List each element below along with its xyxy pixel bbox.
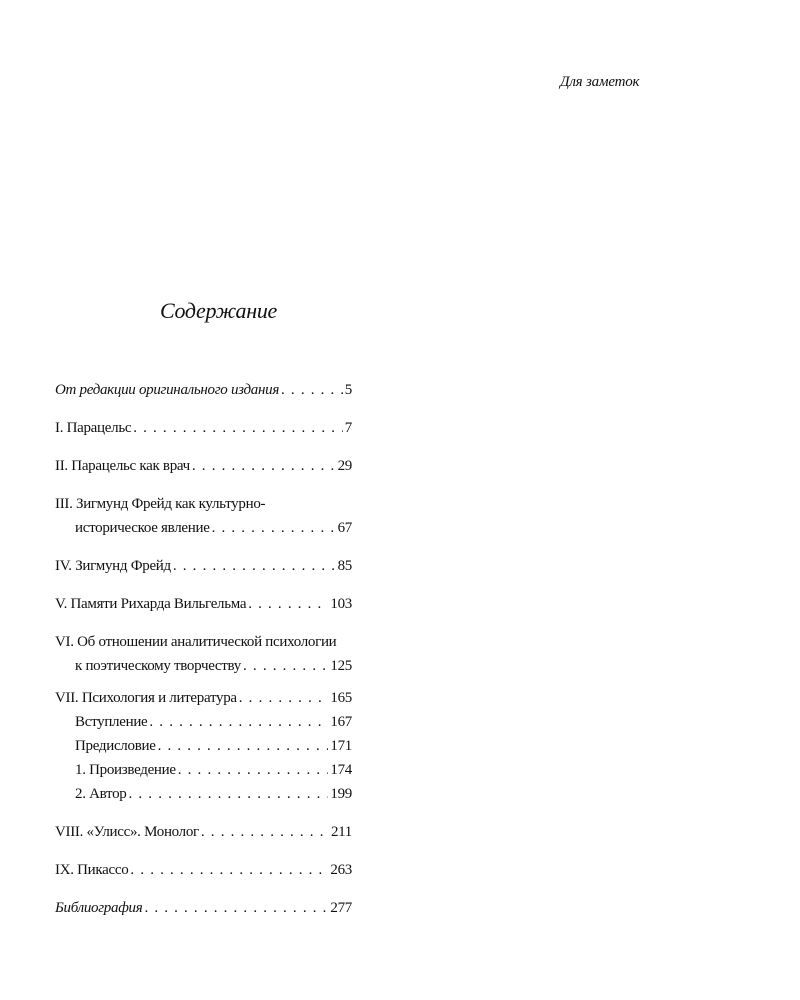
toc-entry-analytical-psychology (55, 630, 352, 678)
toc-entry-ulysses (55, 820, 352, 844)
dot-leader (201, 820, 329, 844)
dot-leader (149, 710, 328, 734)
toc-entry-page: 7 (344, 420, 352, 436)
toc-entry-title: V. Памяти Рихарда Вильгельма (55, 596, 247, 612)
dot-leader (212, 516, 336, 540)
toc-entry-title: I. Парацельс (55, 420, 132, 436)
toc-entry-page: 125 (330, 658, 352, 674)
toc-subentry-page: 174 (330, 762, 352, 778)
toc-subentry-page: 167 (330, 714, 352, 730)
dot-leader (239, 686, 329, 710)
toc-entry-page: 5 (344, 382, 352, 398)
toc-title: Содержание (160, 298, 278, 323)
toc-subentry-title: 2. Автор (75, 786, 127, 802)
toc-entry-title: историческое явление (75, 520, 210, 536)
toc-entry-psychology-literature (55, 686, 352, 806)
toc-subentry-title: Предисловие (75, 738, 156, 754)
toc-entry-title: II. Парацельс как врач (55, 458, 190, 474)
toc-subentry-page: 199 (330, 786, 352, 802)
toc-entry-title: к поэтическому творчеству (75, 658, 242, 674)
toc-entry-editorial (55, 378, 352, 402)
toc-entry-bibliography (55, 896, 352, 920)
toc-entry-page: 85 (337, 558, 352, 574)
toc-entry-title: VII. Психология и литература (55, 690, 237, 706)
dot-leader (158, 734, 329, 758)
toc-subentry-page: 171 (330, 738, 352, 754)
toc-entry-title: VIII. «Улисс». Монолог (55, 824, 199, 840)
dot-leader (130, 858, 328, 882)
dot-leader (248, 592, 328, 616)
toc-entry-page: 165 (330, 690, 352, 706)
toc-entry-page: 263 (330, 862, 352, 878)
dot-leader (144, 896, 328, 920)
toc-entry-title-line1: III. Зигмунд Фрейд как культурно- (55, 496, 266, 512)
toc-subentry-title: 1. Произведение (75, 762, 176, 778)
dot-leader (173, 554, 336, 578)
toc-entry-picasso (55, 858, 352, 882)
toc-entry-page: 67 (337, 520, 352, 536)
dot-leader (133, 416, 343, 440)
toc-entry-page: 103 (330, 596, 352, 612)
toc-entry-page: 211 (330, 824, 352, 840)
toc-entry-wilhelm (55, 592, 352, 616)
dot-leader (243, 654, 328, 678)
toc-entry-paracelsus (55, 416, 352, 440)
toc-entry-title-line1: VI. Об отношении аналитической психологии (55, 634, 337, 650)
dot-leader (178, 758, 329, 782)
dot-leader (129, 782, 329, 806)
toc-entry-page: 29 (337, 458, 352, 474)
toc-entry-freud-cultural (55, 492, 352, 540)
toc-entry-paracelsus-physician (55, 454, 352, 478)
toc-entry-title: IX. Пикассо (55, 862, 129, 878)
toc-entry-title: IV. Зигмунд Фрейд (55, 558, 171, 574)
dot-leader (192, 454, 336, 478)
toc-entry-title: От редакции оригинального издания (55, 382, 280, 398)
toc-subentry-title: Вступление (75, 714, 148, 730)
toc-entry-title: Библиография (55, 900, 143, 916)
toc-entry-page: 277 (330, 900, 352, 916)
dot-leader (281, 378, 343, 402)
table-of-contents (55, 378, 352, 920)
toc-entry-freud (55, 554, 352, 578)
page-note-heading: Для заметок (560, 74, 640, 90)
